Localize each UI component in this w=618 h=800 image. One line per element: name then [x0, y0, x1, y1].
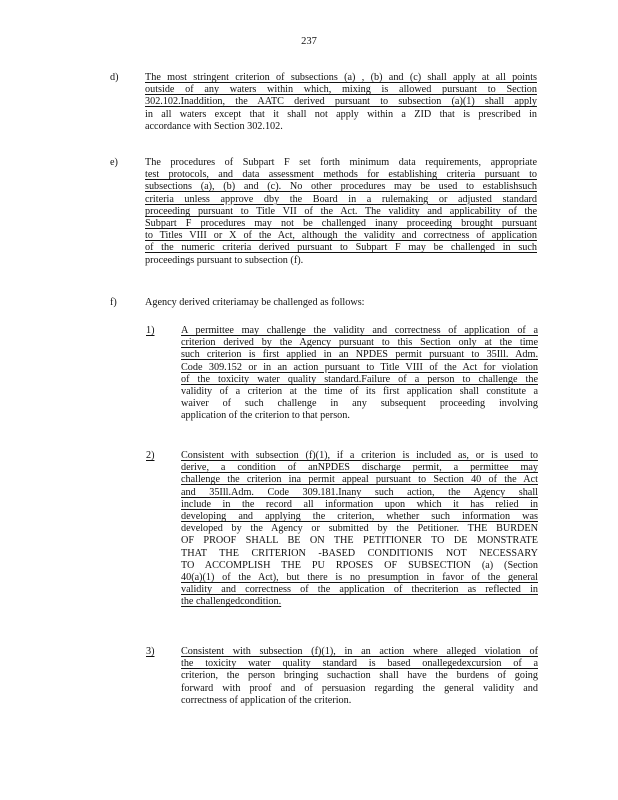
subparagraph-label: 1) [146, 325, 155, 336]
text-line: such criterion is first applied in an NPDES permit pursuant to 35Ill. Adm. [181, 349, 538, 361]
text-line: proceeding pursuant to Title VII of the Act. The validity and applicability of the [145, 205, 537, 217]
text-line: of the toxicity water quality standard.Failure of a person to challenge the [181, 373, 538, 385]
text-line: The most stringent criterion of subsections (a) , (b) and (c) shall apply at all points [145, 72, 537, 83]
paragraph-label: d) [110, 72, 119, 83]
page-number: 237 [301, 36, 317, 47]
text-line: validity and correctness of the application of thecriterion as reflected in [181, 584, 538, 596]
text-line: derive, a condition of anNPDES discharge permit, a permittee may [181, 462, 538, 474]
text-line: outside of any waters within which, mixing is allowed pursuant to Section [145, 84, 537, 96]
text-line: application of the criterion to that person. [181, 410, 350, 422]
text-line: criterion derived by the Agency pursuant to this Section only at the time [181, 337, 538, 349]
text-line: The procedures of Subpart F set forth minimum data requirements, appropriate [145, 157, 537, 168]
subparagraph-body [181, 646, 538, 707]
text-line: Code 309.152 or in an action pursuant to Title VIII of the Act for violation [181, 361, 538, 373]
text-line: test protocols, and data assessment methods for establishing criteria pursuant to [145, 169, 537, 181]
text-line: include in the record all information upon which it has relied in [181, 498, 538, 510]
text-line: developed by the Agency or submitted by the Petitioner. THE BURDEN [181, 523, 538, 535]
subparagraph-label: 3) [146, 646, 155, 657]
text-line: proceedings pursuant to subsection (f). [145, 254, 304, 266]
paragraph-body [145, 297, 537, 309]
text-line: criterion, the person bringing suchaction shall have the burdens of going [181, 670, 538, 682]
text-line: Agency derived criteriamay be challenged as follows: [145, 297, 365, 308]
text-line: subsections (a), (b) and (c). No other procedures may be used to establishsuch [145, 181, 537, 193]
text-line: developing and applying the criterion, whether such information was [181, 511, 538, 523]
text-line: accordance with Section 302.102. [145, 120, 283, 132]
text-line: A permittee may challenge the validity and correctness of application of a [181, 325, 538, 336]
text-line: forward with proof and of persuasion regarding the general validity and [181, 682, 538, 694]
paragraph-body [145, 157, 537, 267]
text-line: 302.102.Inaddition, the AATC derived pursuant to subsection (a)(1) shall apply [145, 96, 537, 108]
text-line: TO ACCOMPLISH THE PU RPOSES OF SUBSECTION (a) (Section [181, 559, 538, 571]
text-line: to Titles VIII or X of the Act, although the validity and correctness of application [145, 230, 537, 242]
paragraph-label: f) [110, 297, 117, 308]
text-line: Consistent with subsection (f)(1), if a criterion is included as, or is used to [181, 450, 538, 461]
text-line: Consistent with subsection (f)(1), in an action where alleged violation of [181, 646, 538, 657]
text-line: OF PROOF SHALL BE ON THE PETITIONER TO DE MONSTRATE [181, 535, 538, 547]
text-line: the challengedcondition. [181, 596, 282, 608]
text-line: in all waters except that it shall not apply within a ZID that is prescribed in [145, 108, 537, 120]
text-line: challenge the criterion ina permit appeal pursuant to Section 40 of the Act [181, 474, 538, 486]
subparagraph-label: 2) [146, 450, 155, 461]
text-line: Subpart F procedures may not be challenged inany proceeding brought pursuant [145, 218, 537, 230]
text-line: the toxicity water quality standard is based onallegedexcursion of a [181, 658, 538, 670]
text-line: criteria unless approve dby the Board in a rulemaking or adjusted standard [145, 193, 537, 205]
text-line: waiver of such challenge in any subsequent proceeding involving [181, 398, 538, 410]
text-line: 40(a)(1) of the Act), but there is no presumption in favor of the general [181, 572, 538, 584]
paragraph-label: e) [110, 157, 118, 168]
subparagraph-body [181, 325, 538, 423]
text-line: correctness of application of the criterion. [181, 694, 352, 706]
paragraph-body [145, 72, 537, 133]
text-line: of the numeric criteria derived pursuant to Subpart F may be challenged in such [145, 242, 537, 254]
subparagraph-body [181, 450, 538, 609]
text-line: THAT THE CRITERION -BASED CONDITIONIS NOT NECESSARY [181, 547, 538, 559]
text-line: and 35Ill.Adm. Code 309.181.Inany such action, the Agency shall [181, 486, 538, 498]
text-line: validity of a criterion at the time of its first application shall constitute a [181, 386, 538, 398]
